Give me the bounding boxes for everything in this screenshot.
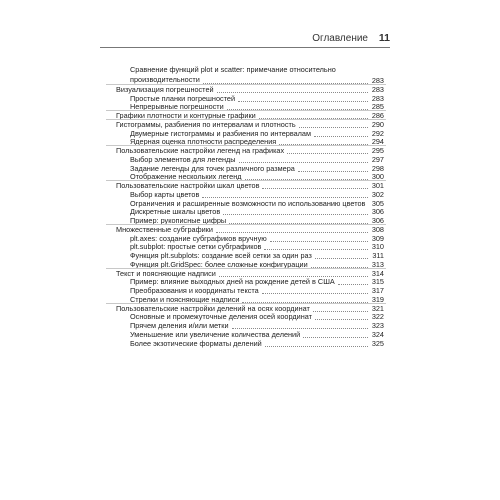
toc-entry-page: 309: [371, 233, 384, 243]
toc-entry-page: 319: [371, 294, 384, 304]
toc-entry-page: 294: [371, 137, 384, 147]
toc-entry-title: Прячем деления и/или метки: [130, 321, 229, 330]
toc-entry-title: Непрерывные погрешности: [130, 102, 224, 112]
toc-entry-page: 302: [371, 189, 384, 199]
toc-entry-title: Текст и поясняющие надписи: [116, 268, 216, 278]
toc-entry-page: 300: [371, 172, 384, 182]
toc-subsection-entry[interactable]: [130, 339, 384, 348]
running-head-title: Оглавление: [312, 33, 368, 44]
toc-entry-title: Простые планки погрешностей: [130, 93, 236, 103]
toc-subsection-entry[interactable]: [130, 312, 384, 321]
toc-entry-page: 306: [371, 216, 384, 225]
toc-entry-title: Дискретные шкалы цветов: [130, 207, 221, 217]
toc-entry-page: 295: [371, 146, 384, 155]
toc-entry-page: 283: [371, 84, 384, 94]
toc-entry-title: Ядерная оценка плотности распределения: [130, 137, 277, 147]
toc-subsection-entry[interactable]: [130, 234, 384, 243]
toc-subsection-entry[interactable]: [130, 286, 384, 295]
toc-section-entry[interactable]: [116, 181, 384, 190]
page-number: 11: [378, 32, 390, 44]
toc-entry-page: 298: [371, 163, 384, 173]
toc-entry-title: Пользовательские настройки легенд на графиках: [116, 146, 285, 155]
toc-subsection-entry[interactable]: [130, 207, 384, 216]
toc-section-separator: [106, 180, 386, 181]
toc-entry-page: 290: [371, 119, 384, 129]
toc-section-separator: [106, 224, 386, 225]
toc-subsection-entry[interactable]: [130, 94, 384, 103]
toc-section-entry[interactable]: [116, 146, 384, 155]
toc-entry-title: Двумерные гистограммы и разбиения по интервалам: [130, 128, 312, 138]
toc-entry-title: Более экзотические форматы делений: [130, 338, 262, 348]
toc-section-separator: [106, 268, 386, 269]
toc-entry-page: 313: [371, 259, 384, 269]
toc-entry-page: 305: [371, 198, 384, 208]
toc-entry-title: Функция plt.subplots: создание всей сетки за один раз: [130, 251, 312, 260]
toc-entry-page: 308: [371, 224, 384, 234]
toc-subsection-entry[interactable]: [130, 190, 384, 199]
toc-section-separator: [106, 84, 386, 85]
toc-entry-title: Преобразования и координаты текста: [130, 286, 259, 295]
toc-subsection-entry[interactable]: [130, 277, 384, 286]
toc-entry-title: Визуализация погрешностей: [116, 84, 214, 94]
toc-entry-title: Отображение нескольких легенд: [130, 172, 242, 182]
toc-entry-page: 317: [371, 286, 384, 295]
toc-entry-page: 283: [371, 93, 384, 103]
toc-subsection-entry[interactable]: [130, 164, 384, 173]
toc-entry-page: 323: [371, 321, 384, 330]
toc-entry-page: 315: [371, 277, 384, 287]
toc-subsection-entry[interactable]: [130, 330, 384, 339]
toc-subsection-entry[interactable]: [130, 251, 384, 260]
toc-entry-title: plt.axes: создание субграфиков вручную: [130, 233, 267, 243]
toc-subsection-entry[interactable]: [130, 321, 384, 330]
toc-section-entry[interactable]: [116, 225, 384, 234]
toc-section-separator: [106, 110, 386, 111]
toc-entry-title: plt.subplot: простые сетки субграфиков: [130, 242, 262, 252]
toc-entry-title: Пример: влияние выходных дней на рождение детей в США: [130, 277, 335, 287]
toc-section-entry[interactable]: [116, 269, 384, 278]
toc-section-entry[interactable]: [116, 304, 384, 313]
toc-entry-title: Гистограммы, разбиения по интервалам и плотность: [116, 119, 296, 129]
toc-section-separator: [106, 303, 386, 304]
toc-entry-page: 310: [371, 242, 384, 252]
toc-entry-title: Сравнение функций plot и scatter: примечание относительно производительности: [130, 65, 336, 84]
toc-entry-title: Графики плотности и контурные графики: [116, 111, 256, 120]
toc-subsection-entry[interactable]: [130, 155, 384, 164]
toc-section-separator: [106, 119, 386, 120]
toc-entry-title: Основные и промежуточные деления осей координат: [130, 312, 312, 322]
toc-entry-title: Пользовательские настройки шкал цветов: [116, 181, 260, 190]
toc-dot-leader: [265, 346, 368, 347]
toc-entry-page: 321: [371, 303, 384, 313]
toc-entry-title: Стрелки и поясняющие надписи: [130, 294, 240, 304]
toc-entry-page: 324: [371, 329, 384, 339]
toc-entry-title: Ограничения и расширенные возможности по использованию цветов: [130, 198, 366, 208]
toc-section-entry[interactable]: [116, 120, 384, 129]
toc-entry-page: 325: [371, 338, 384, 348]
toc-subsection-entry[interactable]: [130, 129, 384, 138]
toc-entry-title: Функция plt.GridSpec: более сложные конфигурации: [130, 259, 308, 269]
toc-subsection-entry[interactable]: [130, 65, 384, 85]
toc-entry-page: 283: [371, 76, 384, 85]
toc-entry-page: 322: [371, 312, 384, 322]
toc-entry-title: Уменьшение или увеличение количества делений: [130, 329, 301, 339]
toc-entry-page: 297: [371, 154, 384, 164]
toc-entry-page: 306: [371, 207, 384, 217]
toc-entry-title: Задание легенды для точек различного размера: [130, 163, 295, 173]
toc-entry-title: Пример: рукописные цифры: [130, 216, 227, 225]
toc-entry-page: 301: [371, 181, 384, 190]
toc-entry-page: 285: [371, 102, 384, 112]
toc-section-entry[interactable]: [116, 85, 384, 94]
toc-entry-page: 314: [371, 268, 384, 278]
toc-subsection-entry[interactable]: [130, 199, 384, 208]
toc-section-separator: [106, 145, 386, 146]
toc-entry-title: Выбор элементов для легенды: [130, 154, 236, 164]
toc-entry-title: Выбор карты цветов: [130, 189, 200, 199]
toc-entry-page: 286: [371, 111, 384, 120]
toc-entry-title: Пользовательские настройки делений на осях координат: [116, 303, 310, 313]
toc-entry-page: 311: [372, 251, 384, 260]
toc-entry-title: Множественные субграфики: [116, 224, 213, 234]
toc-subsection-entry[interactable]: [130, 242, 384, 251]
toc-entry-page: 292: [371, 128, 384, 138]
